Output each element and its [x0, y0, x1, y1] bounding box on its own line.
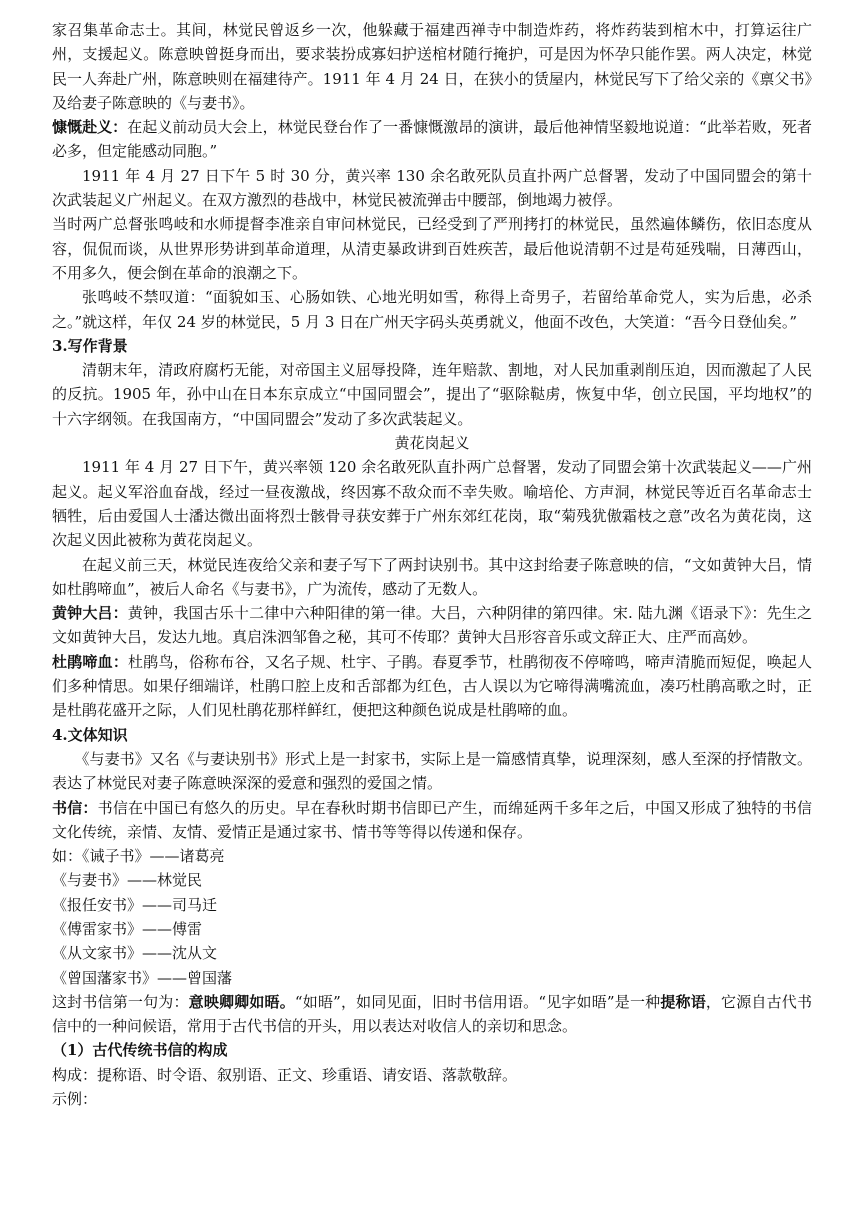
paragraph-example: 示例： [52, 1090, 98, 1109]
letter-title: 《诫子书》——诸葛亮 [82, 847, 225, 866]
opening-quote: 意映卿卿如晤。 [188, 992, 295, 1011]
paragraph-letters [52, 796, 812, 845]
heading-letter-structure: （1）古代传统书信的构成 [52, 1041, 228, 1060]
text-segment: 这封书信第一句为： [52, 992, 189, 1011]
paragraph-opening-line [52, 990, 812, 1039]
paragraph-execution: 张鸣岐不禁叹道：“面貌如玉、心肠如铁、心地光明如雪，称得上奇男子，若留给革命党人，实为后患，必杀之。”就这样，年仅 24 岁的林觉民，5 月 3 日在广州天字码头英勇就义，他面不改色，大笑道：“吾今日登仙矣。” [52, 288, 812, 331]
term-huangzhong: 黄钟大吕： [52, 604, 128, 623]
list-item: 《报任安书》——司马迁 [52, 895, 218, 914]
term-tichengyu: 提称语 [660, 992, 706, 1011]
heading-genre-knowledge: 4.文体知识 [52, 725, 128, 744]
list-item: 《与妻书》——林觉民 [52, 871, 203, 890]
document-page [52, 18, 812, 1111]
paragraph-lin-juemin-return: 家召集革命志士。其间，林觉民曾返乡一次，他躲藏于福建西禅寺中制造炸药，将炸药装到棺木中，打算运往广州，支援起义。陈意映曾挺身而出，要求装扮成寡妇护送棺材随行掩护，可是因为怀孕只能作罢。两人决定，林觉民一人奔赴广州，陈意映则在福建待产。1911 年 4 月 24 日，在狭小的赁屋内，林觉民写下了给父亲的《禀父书》及给妻子陈意映的《与妻书》。 [52, 21, 812, 112]
term-letters: 书信： [52, 798, 98, 817]
term-letters-text: 书信在中国已有悠久的历史。早在春秋时期书信即已产生，而绵延两千多年之后，中国又形成了独特的书信文化传统，亲情、友情、爱情正是通过家书、情书等等得以传递和保存。 [52, 798, 812, 841]
list-intro: 如： [52, 847, 83, 866]
paragraph-genre: 《与妻书》又名《与妻诀别书》形式上是一封家书，实际上是一篇感情真挚，说理深刻，感人至深的抒情散文。表达了林觉民对妻子陈意映深深的爱意和强烈的爱国之情。 [52, 749, 812, 793]
term-heroic: 慷慨赴义： [52, 118, 128, 137]
term-dujuan: 杜鹃啼血： [52, 652, 129, 671]
term-heroic-text: 在起义前动员大会上，林觉民登台作了一番慷慨激昂的演讲，最后他神情坚毅地说道：“此举若败，死者必多，但定能感动同胞。” [52, 118, 812, 161]
term-huangzhong-text: 黄钟，我国古乐十二律中六种阳律的第一律。大吕，六种阴律的第四律。宋. 陆九渊《语录下》：先生之文如黄钟大吕，发达九地。真启洙泗邹鲁之秘，其可不传耶？黄钟大吕形容音乐或文辞正大、庄严而高妙。 [52, 604, 812, 647]
paragraph-background: 清朝末年，清政府腐朽无能，对帝国主义屈辱投降，连年赔款、割地，对人民加重剥削压迫，因而激起了人民的反抗。1905 年，孙中山在日本东京成立“中国同盟会”，提出了“驱除鞑虏，恢复中华，创立民国，平均地权”的十六字纲领。在我国南方，“中国同盟会”发动了多次武装起义。 [52, 361, 812, 428]
subtitle-huanghuagang: 黄花岗起义 [394, 434, 470, 453]
heading-writing-background: 3.写作背景 [52, 336, 128, 355]
paragraph-huanghuagang: 1911 年 4 月 27 日下午，黄兴率领 120 余名敢死队直扑两广总督署，发动了同盟会第十次武装起义——广州起义。起义军浴血奋战，经过一昼夜激战，终因寡不敌众而不幸失败。喻培伦、方声洞，林觉民等近百名革命志士牺牲，后由爱国人士潘达微出面将烈士骸骨寻获安葬于广州东郊红花岗，取“菊残犹傲霜枝之意”改名为黄花岗，这次起义因此被称为黄花岗起义。 [52, 458, 812, 550]
list-item: 《从文家书》——沈从文 [52, 944, 218, 963]
paragraph-structure: 构成：提称语、时令语、叙别语、正文、珍重语、请安语、落款敬辞。 [52, 1065, 518, 1084]
paragraph-interrogation: 当时两广总督张鸣岐和水师提督李准亲自审问林觉民，已经受到了严刑拷打的林觉民，虽然遍体鳞伤，依旧态度从容，侃侃而谈，从世界形势讲到革命道理，从清吏暴政讲到百姓疾苦，最后他说清朝不过是苟延残喘，日薄西山，不用多久，便会倒在革命的浪潮之下。 [52, 215, 812, 282]
text-segment: “如晤”，如同见面，旧时书信用语。“见字如晤”是一种 [294, 992, 661, 1011]
text-segment: ，它源自古代书信中的一种问候语，常用于古代书信的开头，用以表达对收信人的亲切和思念。 [52, 992, 812, 1036]
list-item: 《傅雷家书》——傅雷 [52, 919, 203, 938]
paragraph-heroic-speech [52, 115, 812, 164]
list-item [52, 844, 812, 868]
list-item: 《曾国藩家书》——曾国藩 [52, 968, 233, 987]
term-dujuan-text: 杜鹃鸟，俗称布谷，又名子规、杜宇、子鹃。春夏季节，杜鹃彻夜不停啼鸣，啼声清脆而短促，唤起人们多种情思。如果仔细端详，杜鹃口腔上皮和舌部都为红色，古人误以为它啼得满嘴流血，凑巧杜鹃高歌之时，正是杜鹃花盛开之际，人们见杜鹃花那样鲜红，便把这种颜色说成是杜鹃啼的血。 [52, 652, 812, 720]
paragraph-dujuan-tixue [52, 650, 812, 723]
paragraph-uprising-battle: 1911 年 4 月 27 日下午 5 时 30 分，黄兴率 130 余名敢死队员直扑两广总督署，发动了中国同盟会的第十次武装起义广州起义。在双方激烈的巷战中，林觉民被流弹击中腰部，倒地竭力被俘。 [52, 166, 812, 210]
paragraph-huangzhong-dalv [52, 601, 812, 650]
paragraph-farewell-letters: 在起义前三天，林觉民连夜给父亲和妻子写下了两封诀别书。其中这封给妻子陈意映的信，“文如黄钟大吕，情如杜鹃啼血”，被后人命名《与妻书》，广为流传，感动了无数人。 [52, 555, 812, 598]
